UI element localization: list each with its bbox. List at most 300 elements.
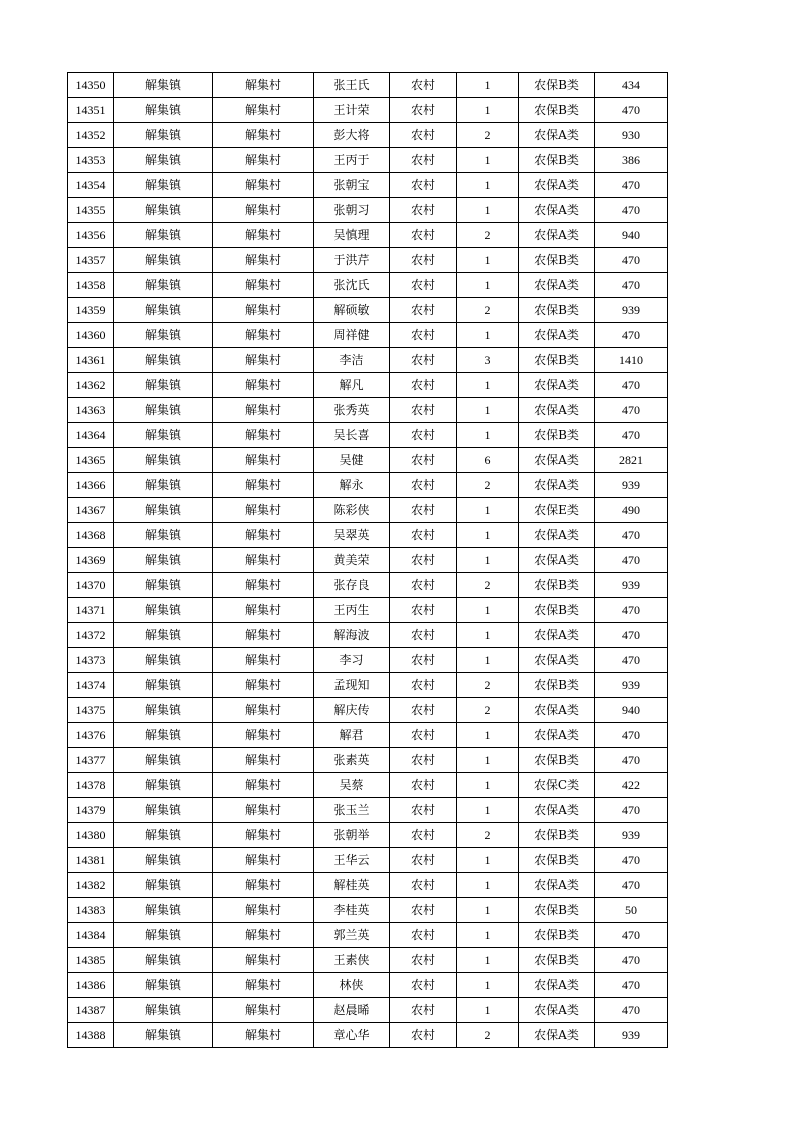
cell-household-size: 1: [457, 548, 519, 573]
cell-insurance-category: 农保B类: [519, 248, 595, 273]
cell-household-size: 2: [457, 298, 519, 323]
cell-record-id: 14351: [68, 98, 114, 123]
cell-insurance-category: 农保A类: [519, 873, 595, 898]
cell-insurance-category: 农保A类: [519, 173, 595, 198]
cell-village: 解集村: [213, 423, 314, 448]
cell-person-name: 张沈氏: [314, 273, 390, 298]
cell-record-id: 14353: [68, 148, 114, 173]
cell-record-id: 14358: [68, 273, 114, 298]
table-row: [68, 448, 668, 473]
cell-record-id: 14357: [68, 248, 114, 273]
cell-household-size: 1: [457, 998, 519, 1023]
cell-area-type: 农村: [390, 623, 457, 648]
cell-village: 解集村: [213, 723, 314, 748]
cell-village: 解集村: [213, 798, 314, 823]
cell-amount: 470: [595, 548, 668, 573]
cell-village: 解集村: [213, 323, 314, 348]
table-row: [68, 348, 668, 373]
cell-area-type: 农村: [390, 448, 457, 473]
cell-household-size: 1: [457, 773, 519, 798]
cell-village: 解集村: [213, 623, 314, 648]
cell-village: 解集村: [213, 398, 314, 423]
cell-amount: 939: [595, 298, 668, 323]
cell-area-type: 农村: [390, 523, 457, 548]
table-row: [68, 548, 668, 573]
cell-insurance-category: 农保B类: [519, 98, 595, 123]
cell-town: 解集镇: [114, 348, 213, 373]
cell-person-name: 孟现知: [314, 673, 390, 698]
table-row: [68, 248, 668, 273]
cell-area-type: 农村: [390, 1023, 457, 1048]
cell-village: 解集村: [213, 98, 314, 123]
cell-insurance-category: 农保A类: [519, 698, 595, 723]
cell-amount: 470: [595, 323, 668, 348]
cell-amount: 470: [595, 623, 668, 648]
cell-area-type: 农村: [390, 248, 457, 273]
cell-village: 解集村: [213, 998, 314, 1023]
cell-insurance-category: 农保B类: [519, 898, 595, 923]
cell-insurance-category: 农保A类: [519, 323, 595, 348]
cell-record-id: 14386: [68, 973, 114, 998]
cell-record-id: 14363: [68, 398, 114, 423]
table-row: [68, 648, 668, 673]
cell-town: 解集镇: [114, 648, 213, 673]
cell-town: 解集镇: [114, 623, 213, 648]
cell-area-type: 农村: [390, 998, 457, 1023]
cell-area-type: 农村: [390, 773, 457, 798]
cell-household-size: 1: [457, 973, 519, 998]
cell-town: 解集镇: [114, 98, 213, 123]
cell-amount: 470: [595, 523, 668, 548]
cell-town: 解集镇: [114, 523, 213, 548]
cell-town: 解集镇: [114, 148, 213, 173]
cell-household-size: 1: [457, 723, 519, 748]
cell-insurance-category: 农保A类: [519, 198, 595, 223]
cell-household-size: 1: [457, 923, 519, 948]
cell-person-name: 李洁: [314, 348, 390, 373]
cell-household-size: 1: [457, 598, 519, 623]
cell-town: 解集镇: [114, 248, 213, 273]
cell-area-type: 农村: [390, 273, 457, 298]
table-row: [68, 423, 668, 448]
cell-village: 解集村: [213, 298, 314, 323]
cell-household-size: 1: [457, 948, 519, 973]
cell-amount: 1410: [595, 348, 668, 373]
cell-village: 解集村: [213, 73, 314, 98]
cell-person-name: 吴翠英: [314, 523, 390, 548]
cell-insurance-category: 农保A类: [519, 798, 595, 823]
table-row: [68, 773, 668, 798]
cell-town: 解集镇: [114, 173, 213, 198]
table-row: [68, 673, 668, 698]
cell-insurance-category: 农保A类: [519, 273, 595, 298]
table-row: [68, 923, 668, 948]
cell-insurance-category: 农保A类: [519, 223, 595, 248]
table-row: [68, 123, 668, 148]
cell-village: 解集村: [213, 598, 314, 623]
cell-household-size: 1: [457, 648, 519, 673]
cell-record-id: 14355: [68, 198, 114, 223]
cell-household-size: 1: [457, 748, 519, 773]
cell-village: 解集村: [213, 123, 314, 148]
cell-village: 解集村: [213, 548, 314, 573]
table-row: [68, 798, 668, 823]
cell-person-name: 吴蔡: [314, 773, 390, 798]
cell-household-size: 2: [457, 823, 519, 848]
cell-household-size: 1: [457, 323, 519, 348]
cell-person-name: 张王氏: [314, 73, 390, 98]
cell-village: 解集村: [213, 948, 314, 973]
cell-village: 解集村: [213, 223, 314, 248]
table-row: [68, 148, 668, 173]
cell-amount: 470: [595, 198, 668, 223]
cell-amount: 939: [595, 1023, 668, 1048]
cell-insurance-category: 农保B类: [519, 748, 595, 773]
cell-person-name: 解庆传: [314, 698, 390, 723]
cell-area-type: 农村: [390, 148, 457, 173]
cell-village: 解集村: [213, 173, 314, 198]
cell-town: 解集镇: [114, 848, 213, 873]
cell-insurance-category: 农保A类: [519, 973, 595, 998]
cell-record-id: 14379: [68, 798, 114, 823]
cell-village: 解集村: [213, 973, 314, 998]
cell-household-size: 1: [457, 248, 519, 273]
table-row: [68, 898, 668, 923]
cell-village: 解集村: [213, 198, 314, 223]
cell-household-size: 2: [457, 1023, 519, 1048]
table-row: [68, 198, 668, 223]
cell-area-type: 农村: [390, 223, 457, 248]
cell-record-id: 14388: [68, 1023, 114, 1048]
cell-household-size: 2: [457, 473, 519, 498]
cell-area-type: 农村: [390, 948, 457, 973]
cell-town: 解集镇: [114, 948, 213, 973]
cell-person-name: 赵晨晞: [314, 998, 390, 1023]
cell-town: 解集镇: [114, 873, 213, 898]
table-row: [68, 973, 668, 998]
table-row: [68, 173, 668, 198]
cell-person-name: 张玉兰: [314, 798, 390, 823]
cell-town: 解集镇: [114, 123, 213, 148]
cell-amount: 470: [595, 598, 668, 623]
cell-person-name: 李桂英: [314, 898, 390, 923]
cell-person-name: 黄美荣: [314, 548, 390, 573]
table-row: [68, 573, 668, 598]
cell-amount: 470: [595, 248, 668, 273]
cell-insurance-category: 农保B类: [519, 298, 595, 323]
cell-amount: 470: [595, 373, 668, 398]
cell-insurance-category: 农保A类: [519, 623, 595, 648]
cell-area-type: 农村: [390, 748, 457, 773]
cell-record-id: 14354: [68, 173, 114, 198]
cell-town: 解集镇: [114, 373, 213, 398]
cell-amount: 470: [595, 798, 668, 823]
cell-insurance-category: 农保B类: [519, 673, 595, 698]
cell-insurance-category: 农保A类: [519, 398, 595, 423]
cell-insurance-category: 农保A类: [519, 373, 595, 398]
cell-amount: 939: [595, 823, 668, 848]
cell-person-name: 解硕敏: [314, 298, 390, 323]
cell-area-type: 农村: [390, 73, 457, 98]
cell-insurance-category: 农保B类: [519, 423, 595, 448]
cell-household-size: 1: [457, 623, 519, 648]
cell-area-type: 农村: [390, 98, 457, 123]
cell-amount: 470: [595, 98, 668, 123]
cell-village: 解集村: [213, 148, 314, 173]
records-table: [67, 72, 668, 1048]
cell-village: 解集村: [213, 648, 314, 673]
cell-village: 解集村: [213, 748, 314, 773]
cell-person-name: 王素侠: [314, 948, 390, 973]
table-row: [68, 473, 668, 498]
cell-record-id: 14378: [68, 773, 114, 798]
cell-area-type: 农村: [390, 498, 457, 523]
cell-insurance-category: 农保C类: [519, 773, 595, 798]
cell-household-size: 1: [457, 173, 519, 198]
cell-record-id: 14359: [68, 298, 114, 323]
cell-amount: 50: [595, 898, 668, 923]
cell-amount: 470: [595, 848, 668, 873]
cell-record-id: 14376: [68, 723, 114, 748]
cell-household-size: 6: [457, 448, 519, 473]
cell-town: 解集镇: [114, 498, 213, 523]
cell-amount: 2821: [595, 448, 668, 473]
cell-amount: 939: [595, 473, 668, 498]
cell-record-id: 14372: [68, 623, 114, 648]
cell-town: 解集镇: [114, 798, 213, 823]
cell-record-id: 14384: [68, 923, 114, 948]
cell-person-name: 张朝习: [314, 198, 390, 223]
cell-record-id: 14383: [68, 898, 114, 923]
cell-household-size: 1: [457, 898, 519, 923]
cell-area-type: 农村: [390, 323, 457, 348]
cell-town: 解集镇: [114, 598, 213, 623]
cell-record-id: 14371: [68, 598, 114, 623]
table-row: [68, 623, 668, 648]
cell-area-type: 农村: [390, 648, 457, 673]
cell-household-size: 2: [457, 573, 519, 598]
cell-person-name: 王丙生: [314, 598, 390, 623]
cell-amount: 470: [595, 998, 668, 1023]
cell-amount: 422: [595, 773, 668, 798]
cell-village: 解集村: [213, 523, 314, 548]
cell-insurance-category: 农保A类: [519, 123, 595, 148]
cell-amount: 470: [595, 948, 668, 973]
cell-record-id: 14367: [68, 498, 114, 523]
table-row: [68, 523, 668, 548]
cell-person-name: 王计荣: [314, 98, 390, 123]
cell-insurance-category: 农保A类: [519, 723, 595, 748]
cell-record-id: 14365: [68, 448, 114, 473]
cell-household-size: 2: [457, 698, 519, 723]
cell-town: 解集镇: [114, 973, 213, 998]
cell-town: 解集镇: [114, 723, 213, 748]
cell-person-name: 解永: [314, 473, 390, 498]
cell-household-size: 1: [457, 848, 519, 873]
cell-village: 解集村: [213, 898, 314, 923]
cell-area-type: 农村: [390, 373, 457, 398]
cell-area-type: 农村: [390, 798, 457, 823]
table-row: [68, 398, 668, 423]
table-row: [68, 73, 668, 98]
cell-area-type: 农村: [390, 123, 457, 148]
cell-town: 解集镇: [114, 573, 213, 598]
table-row: [68, 223, 668, 248]
cell-area-type: 农村: [390, 923, 457, 948]
cell-person-name: 解海波: [314, 623, 390, 648]
cell-record-id: 14370: [68, 573, 114, 598]
cell-person-name: 吴健: [314, 448, 390, 473]
cell-village: 解集村: [213, 1023, 314, 1048]
table-row: [68, 498, 668, 523]
cell-household-size: 1: [457, 423, 519, 448]
table-row: [68, 273, 668, 298]
cell-insurance-category: 农保A类: [519, 648, 595, 673]
cell-person-name: 张朝宝: [314, 173, 390, 198]
cell-town: 解集镇: [114, 198, 213, 223]
cell-town: 解集镇: [114, 398, 213, 423]
cell-person-name: 李习: [314, 648, 390, 673]
cell-record-id: 14380: [68, 823, 114, 848]
cell-household-size: 1: [457, 798, 519, 823]
cell-village: 解集村: [213, 348, 314, 373]
cell-person-name: 王丙于: [314, 148, 390, 173]
table-row: [68, 323, 668, 348]
cell-insurance-category: 农保B类: [519, 348, 595, 373]
cell-insurance-category: 农保B类: [519, 948, 595, 973]
cell-household-size: 1: [457, 873, 519, 898]
cell-amount: 470: [595, 173, 668, 198]
cell-village: 解集村: [213, 448, 314, 473]
cell-amount: 470: [595, 648, 668, 673]
cell-area-type: 农村: [390, 823, 457, 848]
cell-record-id: 14361: [68, 348, 114, 373]
cell-area-type: 农村: [390, 548, 457, 573]
table-row: [68, 598, 668, 623]
cell-area-type: 农村: [390, 723, 457, 748]
cell-area-type: 农村: [390, 423, 457, 448]
cell-record-id: 14377: [68, 748, 114, 773]
cell-amount: 939: [595, 673, 668, 698]
cell-area-type: 农村: [390, 173, 457, 198]
cell-area-type: 农村: [390, 198, 457, 223]
cell-person-name: 于洪芹: [314, 248, 390, 273]
cell-person-name: 王华云: [314, 848, 390, 873]
cell-insurance-category: 农保A类: [519, 448, 595, 473]
table-row: [68, 998, 668, 1023]
cell-area-type: 农村: [390, 898, 457, 923]
cell-person-name: 张朝举: [314, 823, 390, 848]
cell-town: 解集镇: [114, 473, 213, 498]
cell-village: 解集村: [213, 498, 314, 523]
table-row: [68, 98, 668, 123]
cell-insurance-category: 农保E类: [519, 498, 595, 523]
cell-person-name: 周祥健: [314, 323, 390, 348]
cell-insurance-category: 农保A类: [519, 473, 595, 498]
cell-village: 解集村: [213, 273, 314, 298]
cell-town: 解集镇: [114, 773, 213, 798]
cell-household-size: 1: [457, 273, 519, 298]
cell-insurance-category: 农保A类: [519, 523, 595, 548]
cell-insurance-category: 农保A类: [519, 548, 595, 573]
cell-amount: 939: [595, 573, 668, 598]
cell-area-type: 农村: [390, 873, 457, 898]
table-row: [68, 373, 668, 398]
cell-record-id: 14352: [68, 123, 114, 148]
cell-person-name: 章心华: [314, 1023, 390, 1048]
cell-town: 解集镇: [114, 1023, 213, 1048]
cell-person-name: 吴慎理: [314, 223, 390, 248]
cell-village: 解集村: [213, 848, 314, 873]
cell-household-size: 1: [457, 373, 519, 398]
cell-household-size: 1: [457, 523, 519, 548]
cell-area-type: 农村: [390, 698, 457, 723]
cell-insurance-category: 农保B类: [519, 823, 595, 848]
cell-area-type: 农村: [390, 573, 457, 598]
cell-town: 解集镇: [114, 273, 213, 298]
cell-town: 解集镇: [114, 298, 213, 323]
cell-insurance-category: 农保B类: [519, 848, 595, 873]
table-row: [68, 298, 668, 323]
table-body: [68, 73, 668, 1048]
cell-household-size: 2: [457, 223, 519, 248]
table-row: [68, 1023, 668, 1048]
cell-area-type: 农村: [390, 673, 457, 698]
cell-town: 解集镇: [114, 323, 213, 348]
cell-town: 解集镇: [114, 423, 213, 448]
cell-amount: 470: [595, 873, 668, 898]
cell-household-size: 1: [457, 73, 519, 98]
cell-person-name: 彭大将: [314, 123, 390, 148]
cell-record-id: 14381: [68, 848, 114, 873]
cell-town: 解集镇: [114, 748, 213, 773]
cell-insurance-category: 农保B类: [519, 148, 595, 173]
cell-village: 解集村: [213, 248, 314, 273]
cell-amount: 470: [595, 273, 668, 298]
cell-person-name: 陈彩侠: [314, 498, 390, 523]
cell-record-id: 14366: [68, 473, 114, 498]
cell-amount: 470: [595, 723, 668, 748]
cell-amount: 930: [595, 123, 668, 148]
cell-household-size: 1: [457, 398, 519, 423]
cell-amount: 470: [595, 423, 668, 448]
cell-village: 解集村: [213, 873, 314, 898]
table-row: [68, 948, 668, 973]
cell-insurance-category: 农保B类: [519, 598, 595, 623]
cell-town: 解集镇: [114, 548, 213, 573]
cell-record-id: 14364: [68, 423, 114, 448]
cell-record-id: 14369: [68, 548, 114, 573]
cell-amount: 470: [595, 973, 668, 998]
cell-record-id: 14350: [68, 73, 114, 98]
table-row: [68, 698, 668, 723]
cell-area-type: 农村: [390, 473, 457, 498]
cell-area-type: 农村: [390, 298, 457, 323]
cell-person-name: 吴长喜: [314, 423, 390, 448]
cell-amount: 470: [595, 748, 668, 773]
cell-household-size: 3: [457, 348, 519, 373]
cell-record-id: 14360: [68, 323, 114, 348]
cell-village: 解集村: [213, 698, 314, 723]
cell-record-id: 14374: [68, 673, 114, 698]
cell-town: 解集镇: [114, 923, 213, 948]
cell-village: 解集村: [213, 823, 314, 848]
cell-insurance-category: 农保B类: [519, 923, 595, 948]
cell-record-id: 14375: [68, 698, 114, 723]
cell-town: 解集镇: [114, 698, 213, 723]
cell-person-name: 解凡: [314, 373, 390, 398]
cell-household-size: 1: [457, 498, 519, 523]
